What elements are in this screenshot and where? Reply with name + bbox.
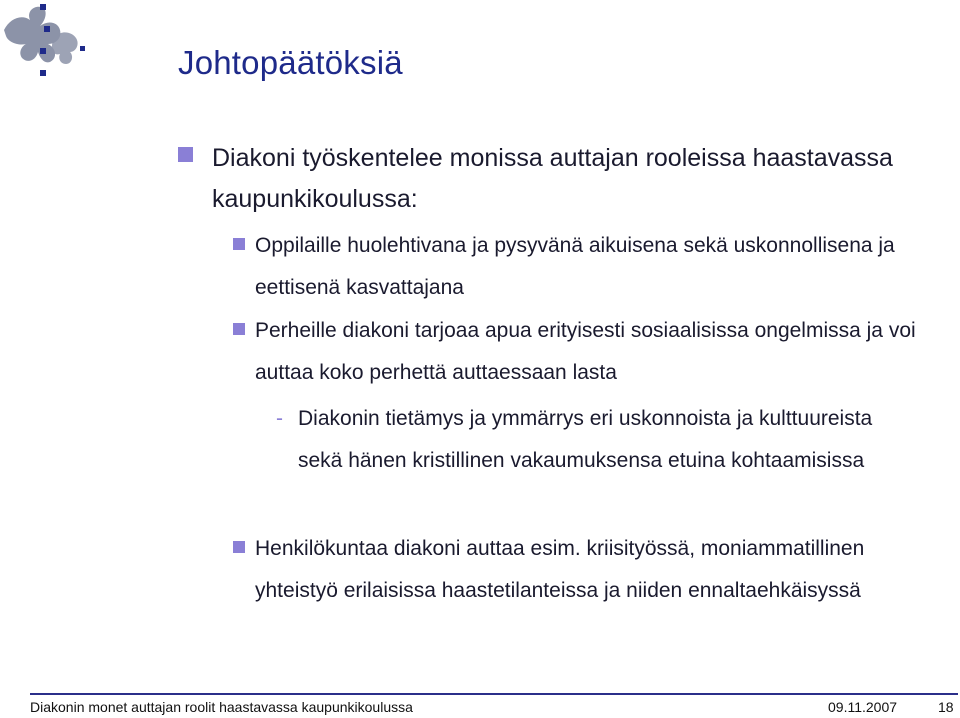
slide-title: Johtopäätöksiä bbox=[178, 44, 403, 81]
dash-text: Diakonin tietämys ja ymmärrys eri uskonnoista ja kulttuureista sekä hänen kristillinen vakaumuksensa etuina kohtaamisissa bbox=[298, 407, 873, 472]
dash-item-level3 bbox=[276, 398, 896, 481]
square-bullet-icon bbox=[233, 541, 245, 553]
bullet-item-level2 bbox=[233, 225, 933, 308]
square-bullet-icon bbox=[233, 238, 245, 250]
bullet-text: Oppilaille huolehtivana ja pysyvänä aikuisena sekä uskonnollisena ja eettisenä kasvattajana bbox=[255, 234, 895, 299]
footer-title: Diakonin monet auttajan roolit haastavassa kaupunkikoulussa bbox=[30, 699, 413, 715]
dash-marker: - bbox=[276, 407, 283, 430]
bullet-text: Perheille diakoni tarjoaa apua erityisesti sosiaalisissa ongelmissa ja voi auttaa koko perhettä auttaessaan lasta bbox=[255, 319, 916, 384]
flame-torch-logo-icon bbox=[0, 0, 92, 84]
bullet-item-level2 bbox=[233, 528, 933, 611]
page-number: 18 bbox=[938, 699, 954, 715]
bullet-item-level2 bbox=[233, 310, 933, 393]
bullet-item-level1 bbox=[178, 138, 898, 220]
footer-date: 09.11.2007 bbox=[828, 699, 898, 715]
bullet-text: Henkilökuntaa diakoni auttaa esim. kriisityössä, moniammatillinen yhteistyö erilaisissa haastetilanteissa ja niiden ennaltaehkäisyssä bbox=[255, 537, 865, 602]
square-bullet-icon bbox=[233, 323, 245, 335]
bullet-text: Diakoni työskentelee monissa auttajan rooleissa haastavassa kaupunkikoulussa: bbox=[212, 144, 893, 213]
footer-divider bbox=[30, 693, 958, 695]
square-bullet-icon bbox=[178, 147, 193, 162]
